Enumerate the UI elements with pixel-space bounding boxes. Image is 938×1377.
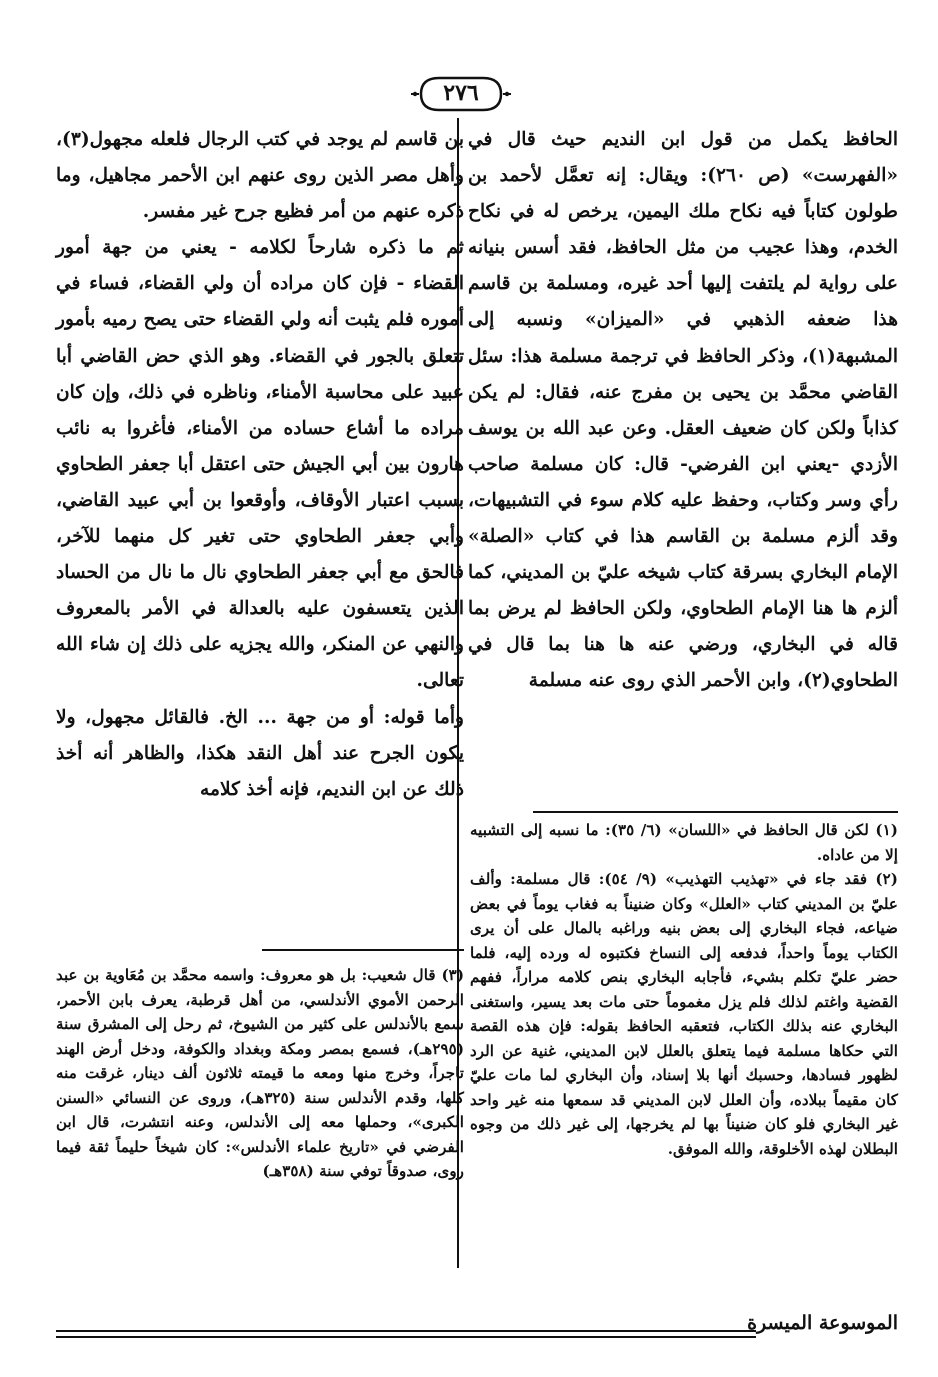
footer-title: الموسوعة الميسرة: [747, 1312, 898, 1334]
footnote-separator: [533, 811, 898, 813]
right-column: [468, 122, 898, 700]
footer-rule: [56, 1330, 756, 1332]
footnote: (٢) فقد جاء في «تهذيب التهذيب» (٩/ ٥٤): قال مسلمة: وألف عليّ بن المديني كتاب «العلل» وكان ضنيناً به فغاب يوماً في بعض ضياعه، فجاء البخاري إلى بعض بنيه وراغبه بالمال على أن يرى الكتاب يوماً واحداً، فدفعه إلى النساخ فكتبوه له ورده إليه، فلما حضر عليّ تكلم بشيء، فأجابه البخاري بنص كلامه مراراً، ففهم القضية واغتم لذلك فلم يزل مغموماً حتى مات بعد يسير، واستغنى البخاري عنه بذلك الكتاب، فتعقبه الحافظ بقوله: فإن هذه القصة التي حكاها مسلمة فيما يتعلق بالعلل لابن المديني، غنية عن الرد لظهور فسادها، وحسبك أنها بلا إسناد، وأن البخاري لما مات عليّ كان مقيماً ببلاده، وأن العلل لابن المديني قد سمعها منه غير واحد غير البخاري فلو كان ضنيناً بها لم يخرجها، إلى غير ذلك من وجوه البطلان لهذه الأخلوقة، والله الموفق.: [470, 870, 898, 1158]
page-footer: [56, 1312, 898, 1342]
page-number-ornament: [409, 72, 513, 116]
footnote-separator: [262, 949, 464, 951]
left-paragraph: بن قاسم لم يوجد في كتب الرجال فلعله مجهول(٣)، وأهل مصر الذين روى عنهم ابن الأحمر مجاهيل، وما ذكره عنهم من أمر فظيع جرح غير مفسر.: [56, 129, 464, 223]
right-footnotes: [470, 818, 898, 1161]
footer-rule: [56, 1336, 756, 1338]
left-column: [56, 122, 464, 808]
left-footnotes: [56, 963, 464, 1184]
left-paragraph: وأما قوله: أو من جهة ... الخ. فالقائل مجهول، ولا يكون الجرح عند أهل النقد هكذا، والظاهر أنه أخذ ذلك عن ابن النديم، فإنه أخذ كلامه: [56, 706, 464, 800]
left-paragraph: ثم ما ذكره شارحاً لكلامه - يعني من جهة أمور القضاء - فإن كان مراده أن ولي القضاء، فساء في أموره فلم يثبت أنه ولي القضاء حتى يصح رميه بأمور تتعلق بالجور في القضاء. وهو الذي حض القاضي أبا عبيد على محاسبة الأمناء، وناظره في ذلك، وإن كان مراده ما أشاع حساده من الأمناء، فأغروا به نائب هارون بين أبي الجيش حتى اعتقل أبا جعفر الطحاوي بسبب اعتبار الأوقاف، وأوقعوا بن أبي عبيد القاضي، وأبي جعفر الطحاوي حتى تغير كل منهما للآخر، فالحق مع أبي جعفر الطحاوي نال ما نال من الحساد الذين يتعسفون عليه بالعدالة في الأمر بالمعروف والنهي عن المنكر، والله يجزيه على ذلك إن شاء الله تعالى.: [56, 237, 464, 692]
right-paragraph: الحافظ يكمل من قول ابن النديم حيث قال في «الفهرست» (ص ٢٦٠): ويقال: إنه تعمَّل لأحمد بن طولون كتاباً فيه نكاح ملك اليمين، يرخص له في نكاح الخدم، وهذا عجيب من مثل الحافظ، فقد أسس بنيانه على رواية لم يلتفت إليها أحد غيره، ومسلمة بن قاسم هذا ضعفه الذهبي في «الميزان» ونسبه إلى المشبهة(١)، وذكر الحافظ في ترجمة مسلمة هذا: سئل القاضي محمَّد بن يحيى بن مفرج عنه، فقال: لم يكن كذاباً ولكن كان ضعيف العقل. وعن عبد الله بن يوسف الأزدي -يعني ابن الفرضي- قال: كان مسلمة صاحب رأي وسر وكتاب، وحفظ عليه كلام سوء في التشبيهات، وقد ألزم مسلمة بن القاسم هذا في كتاب «الصلة» الإمام البخاري بسرقة كتاب شيخه عليّ بن المديني، كما ألزم ها هنا الإمام الطحاوي، ولكن الحافظ لم يرض بما قاله في البخاري، ورضي عنه ها هنا بما قال في الطحاوي(٢)، وابن الأحمر الذي روى عنه مسلمة: [468, 129, 898, 692]
footnote: (١) لكن قال الحافظ في «اللسان» (٦/ ٣٥): ما نسبه إلى التشبيه إلا من عاداه.: [470, 821, 898, 864]
footnote: (٣) قال شعيب: بل هو معروف: واسمه محمَّد بن مُعَاوية بن عبد الرحمن الأموي الأندلسي، من أهل قرطبة، يعرف بابن الأحمر، سمع بالأندلس على كثير من الشيوخ، ثم رحل إلى المشرق سنة (٢٩٥هـ)، فسمع بمصر ومكة وبغداد والكوفة، ودخل أرض الهند تاجراً، وخرج منها ومعه ما قيمته ثلاثون ألف دينار، غرقت منه كلها، وقدم الأندلس سنة (٣٢٥هـ)، وروى عن النسائي «السنن الكبرى»، وحملها معه إلى الأندلس، وعنه انتشرت، قال ابن الفرضي في «تاريخ علماء الأندلس»: كان شيخاً حليماً ثقة فيما روى، صدوقاً توفي سنة (٣٥٨هـ): [56, 966, 464, 1180]
page-number: ٢٧٦: [443, 80, 479, 106]
